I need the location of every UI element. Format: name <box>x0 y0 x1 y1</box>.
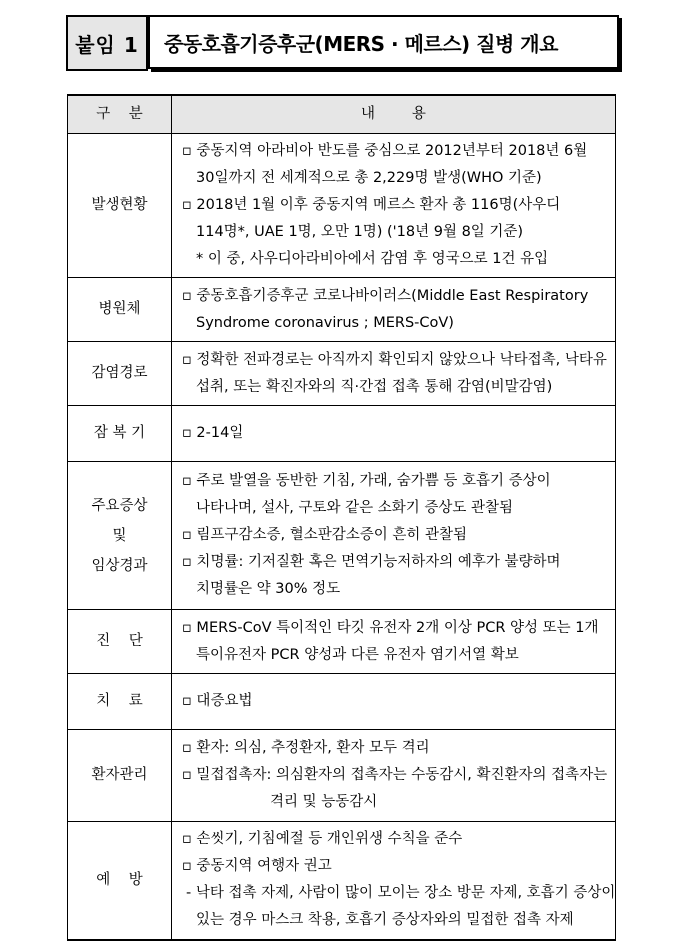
document-header <box>66 15 615 76</box>
list-item: ▫ 중동지역 아라비아 반도를 중심으로 2012년부터 2018년 6월 <box>182 143 588 159</box>
list-item-continuation: 나타나며, 설사, 구토와 같은 소화기 증상도 관찰됨 <box>196 500 514 516</box>
row-label: 치 료 <box>68 674 172 730</box>
table-row <box>68 674 616 730</box>
table-row <box>68 342 616 406</box>
row-content <box>172 278 616 342</box>
list-item: ▫ 림프구감소증, 혈소판감소증이 흔히 관찰됨 <box>182 527 467 543</box>
document-title: 중동호흡기증후군(MERS · 메르스) 질병 개요 <box>148 15 619 69</box>
list-item: ▫ 주로 발열을 동반한 기침, 가래, 숨가쁨 등 호흡기 증상이 <box>182 473 551 489</box>
row-content <box>172 342 616 406</box>
row-label: 감염경로 <box>68 342 172 406</box>
list-item: ▫ 손씻기, 기침예절 등 개인위생 수칙을 준수 <box>182 831 463 848</box>
row-content <box>172 822 616 940</box>
list-item: ▫ 중동지역 여행자 권고 <box>182 858 332 875</box>
table-row <box>68 462 616 610</box>
row-content <box>172 462 616 610</box>
row-label: 예 방 <box>68 822 172 940</box>
list-item-continuation: 치명률은 약 30% 정도 <box>196 581 341 597</box>
list-item-continuation: 특이유전자 PCR 양성과 다른 유전자 염기서열 확보 <box>196 646 519 663</box>
table-row <box>68 278 616 342</box>
row-content <box>172 730 616 822</box>
row-label <box>68 462 172 610</box>
list-item-continuation: 30일까지 전 세계적으로 총 2,229명 발생(WHO 기준) <box>196 170 542 186</box>
table-row <box>68 610 616 674</box>
row-label-line: 임상경과 <box>91 557 148 574</box>
row-label: 환자관리 <box>68 730 172 822</box>
list-item: ▫ 2-14일 <box>182 425 244 441</box>
list-item: ▫ 치명률: 기저질환 혹은 면역기능저하자의 예후가 불량하며 <box>182 554 561 570</box>
table-row <box>68 134 616 278</box>
list-item-continuation: 격리 및 능동감시 <box>270 794 378 810</box>
list-item: ▫ MERS-CoV 특이적인 타깃 유전자 2개 이상 PCR 양성 또는 1개 <box>182 619 599 636</box>
list-item: ▫ 환자: 의심, 추정환자, 환자 모두 격리 <box>182 740 430 756</box>
list-item: ▫ 정확한 전파경로는 아직까지 확인되지 않았으나 낙타접촉, 낙타유 <box>182 351 607 368</box>
row-label: 잠 복 기 <box>68 406 172 462</box>
column-header-content: 내 용 <box>172 95 616 134</box>
list-item-continuation: 섭취, 또는 확진자와의 직·간접 접촉 통해 감염(비말감염) <box>196 378 553 395</box>
list-item-continuation: Syndrome coronavirus ; MERS-CoV) <box>196 314 454 331</box>
row-content <box>172 406 616 462</box>
table-row <box>68 730 616 822</box>
attachment-tag: 붙임 1 <box>66 15 148 71</box>
row-content <box>172 674 616 730</box>
row-content <box>172 610 616 674</box>
sub-list-item: - 낙타 접촉 자제, 사람이 많이 모이는 장소 방문 자제, 호흡기 증상이 <box>186 885 616 902</box>
column-header-category: 구 분 <box>68 95 172 134</box>
list-item-continuation: 114명*, UAE 1명, 오만 1명) ('18년 9월 8일 기준) <box>196 224 524 240</box>
row-content <box>172 134 616 278</box>
row-label: 발생현황 <box>68 134 172 278</box>
table-header-row <box>68 95 616 134</box>
row-label-line: 주요증상 <box>91 497 148 514</box>
table-row <box>68 406 616 462</box>
table-row <box>68 822 616 940</box>
row-label: 병원체 <box>68 278 172 342</box>
list-item-continuation: 있는 경우 마스크 착용, 호흡기 증상자와의 밀접한 접촉 자제 <box>196 912 574 929</box>
list-item: ▫ 2018년 1월 이후 중동지역 메르스 환자 총 116명(사우디 <box>182 197 561 213</box>
disease-overview-table <box>67 94 616 941</box>
row-label-line: 및 <box>112 527 127 544</box>
row-label: 진 단 <box>68 610 172 674</box>
list-item: ▫ 대증요법 <box>182 693 253 709</box>
footnote: * 이 중, 사우디아라비아에서 감염 후 영국으로 1건 유입 <box>196 251 549 267</box>
list-item: ▫ 중동호흡기증후군 코로나바이러스(Middle East Respiratory <box>182 287 589 304</box>
list-item: ▫ 밀접접촉자: 의심환자의 접촉자는 수동감시, 확진환자의 접촉자는 <box>182 767 608 783</box>
